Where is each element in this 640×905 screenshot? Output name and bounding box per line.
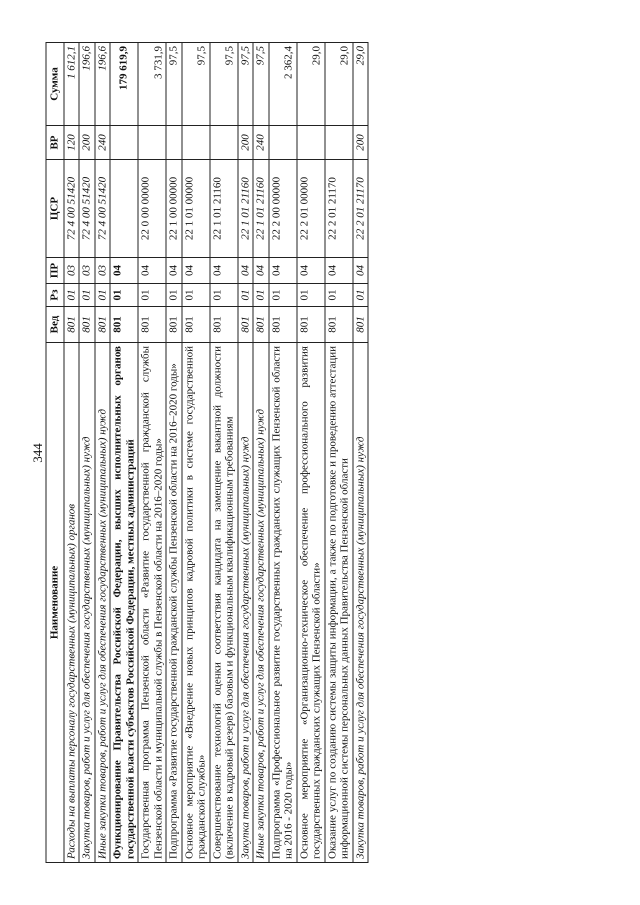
cell-vr: 120 <box>64 126 80 160</box>
cell-sum: 97,5 <box>210 43 238 126</box>
cell-csr: 22 2 01 21170 <box>353 160 369 258</box>
header-name: Наименование <box>46 343 64 863</box>
cell-pr: 04 <box>253 258 269 284</box>
cell-sum: 179 619,9 <box>110 43 138 126</box>
cell-rz: 01 <box>210 284 238 307</box>
cell-sum: 29,0 <box>325 43 353 126</box>
cell-ved: 801 <box>297 307 325 343</box>
cell-rz: 01 <box>95 284 111 307</box>
table-row <box>269 43 297 863</box>
cell-ved: 801 <box>95 307 111 343</box>
cell-csr: 22 1 01 21160 <box>238 160 254 258</box>
cell-name: Функционирование Правительства Российской Федерации, высших исполнительных органов государственной власти субъектов Российской Федерации, местных администраций <box>110 343 138 863</box>
table-row <box>210 43 238 863</box>
cell-name: Закупка товаров, работ и услуг для обеспечения государственных (муниципальных) нужд <box>79 343 95 863</box>
cell-sum: 97,5 <box>253 43 269 126</box>
table-row <box>238 43 254 863</box>
cell-ved: 801 <box>325 307 353 343</box>
cell-rz: 01 <box>297 284 325 307</box>
cell-pr: 04 <box>238 258 254 284</box>
table-row <box>79 43 95 863</box>
cell-ved: 801 <box>110 307 138 343</box>
cell-pr: 03 <box>95 258 111 284</box>
cell-pr: 04 <box>269 258 297 284</box>
cell-vr: 200 <box>238 126 254 160</box>
cell-ved: 801 <box>64 307 80 343</box>
cell-csr: 22 2 01 00000 <box>297 160 325 258</box>
cell-name: Закупка товаров, работ и услуг для обеспечения государственных (муниципальных) нужд <box>238 343 254 863</box>
table-row <box>138 43 166 863</box>
cell-pr: 04 <box>182 258 210 284</box>
cell-name: Оказание услуг по созданию системы защиты информации, а также по подготовке и проведению аттестации информационной системы персональных данных Правительства Пензенской области <box>325 343 353 863</box>
cell-csr: 72 4 00 51420 <box>64 160 80 258</box>
cell-name: Основное мероприятие «Организационно-техническое обеспечение профессионального развития государственных гражданских служащих Пензенской области» <box>297 343 325 863</box>
table-row <box>95 43 111 863</box>
cell-csr: 22 2 00 00000 <box>269 160 297 258</box>
cell-sum: 97,5 <box>182 43 210 126</box>
cell-sum: 29,0 <box>297 43 325 126</box>
cell-pr: 03 <box>64 258 80 284</box>
cell-name: Государственная программа Пензенской области «Развитие государственной гражданской службы Пензенской области и муниципальной службы в Пензенской области на 2016–2020 годы» <box>138 343 166 863</box>
cell-vr <box>325 126 353 160</box>
cell-pr: 04 <box>166 258 182 284</box>
cell-vr <box>269 126 297 160</box>
cell-vr <box>166 126 182 160</box>
cell-csr: 72 4 00 51420 <box>95 160 111 258</box>
cell-csr: 22 2 01 21170 <box>325 160 353 258</box>
cell-vr <box>297 126 325 160</box>
cell-sum: 3 731,9 <box>138 43 166 126</box>
cell-rz: 01 <box>253 284 269 307</box>
cell-sum: 196,6 <box>95 43 111 126</box>
cell-pr: 04 <box>297 258 325 284</box>
cell-name: Иные закупки товаров, работ и услуг для обеспечения государственных (муниципальных) нужд <box>253 343 269 863</box>
table-row <box>64 43 80 863</box>
cell-pr: 04 <box>353 258 369 284</box>
header-csr: ЦСР <box>46 160 64 258</box>
cell-ved: 801 <box>166 307 182 343</box>
cell-rz: 01 <box>79 284 95 307</box>
cell-name: Закупка товаров, работ и услуг для обеспечения государственных (муниципальных) нужд <box>353 343 369 863</box>
cell-name: Совершенствование технологий оценки соответствия кандидата на замещение вакантной должности (включение в кадровый резерв) базовым и функциональным квалификационным требованиям <box>210 343 238 863</box>
cell-rz: 01 <box>64 284 80 307</box>
header-rz: Рз <box>46 284 64 307</box>
cell-csr: 22 1 00 00000 <box>166 160 182 258</box>
cell-name: Расходы на выплаты персоналу государственных (муниципальных) органов <box>64 343 80 863</box>
cell-vr: 200 <box>353 126 369 160</box>
cell-vr <box>138 126 166 160</box>
cell-name: Иные закупки товаров, работ и услуг для обеспечения государственных (муниципальных) нужд <box>95 343 111 863</box>
cell-ved: 801 <box>353 307 369 343</box>
cell-rz: 01 <box>238 284 254 307</box>
cell-vr <box>182 126 210 160</box>
cell-pr: 04 <box>325 258 353 284</box>
cell-ved: 801 <box>269 307 297 343</box>
cell-sum: 196,6 <box>79 43 95 126</box>
table-header-row <box>46 43 64 863</box>
page-number: 344 <box>30 443 45 463</box>
cell-vr: 200 <box>79 126 95 160</box>
cell-csr: 22 0 00 00000 <box>138 160 166 258</box>
cell-pr: 04 <box>138 258 166 284</box>
cell-sum: 97,5 <box>166 43 182 126</box>
cell-pr: 04 <box>110 258 138 284</box>
cell-vr <box>210 126 238 160</box>
cell-csr: 22 1 01 00000 <box>182 160 210 258</box>
cell-csr <box>110 160 138 258</box>
cell-ved: 801 <box>210 307 238 343</box>
cell-ved: 801 <box>253 307 269 343</box>
header-vr: ВР <box>46 126 64 160</box>
cell-ved: 801 <box>79 307 95 343</box>
cell-sum: 2 362,4 <box>269 43 297 126</box>
cell-csr: 22 1 01 21160 <box>253 160 269 258</box>
cell-sum: 97,5 <box>238 43 254 126</box>
cell-name: Подпрограмма «Развитие государственной гражданской службы Пензенской области на 2016–2020 годы» <box>166 343 182 863</box>
cell-vr: 240 <box>95 126 111 160</box>
table-row <box>297 43 325 863</box>
cell-ved: 801 <box>138 307 166 343</box>
cell-csr: 72 4 00 51420 <box>79 160 95 258</box>
header-sum: Сумма <box>46 43 64 126</box>
rotated-content <box>46 43 595 863</box>
table-row <box>110 43 138 863</box>
cell-sum: 29,0 <box>353 43 369 126</box>
header-ved: Вед <box>46 307 64 343</box>
table-row <box>353 43 369 863</box>
cell-csr: 22 1 01 21160 <box>210 160 238 258</box>
cell-rz: 01 <box>166 284 182 307</box>
table-row <box>182 43 210 863</box>
cell-vr: 240 <box>253 126 269 160</box>
table-row <box>166 43 182 863</box>
cell-name: Основное мероприятие «Внедрение новых принципов кадровой политики в системе государственной гражданской службы» <box>182 343 210 863</box>
table-row <box>325 43 353 863</box>
cell-name: Подпрограмма «Профессиональное развитие государственных гражданских служащих Пензенской области на 2016 - 2020 годы» <box>269 343 297 863</box>
table-body <box>64 43 369 863</box>
cell-rz: 01 <box>182 284 210 307</box>
header-pr: ПР <box>46 258 64 284</box>
table-row <box>253 43 269 863</box>
budget-table <box>46 42 369 863</box>
cell-ved: 801 <box>238 307 254 343</box>
cell-pr: 03 <box>79 258 95 284</box>
cell-rz: 01 <box>269 284 297 307</box>
cell-rz: 01 <box>110 284 138 307</box>
cell-vr <box>110 126 138 160</box>
cell-rz: 01 <box>138 284 166 307</box>
cell-sum: 1 612,1 <box>64 43 80 126</box>
cell-rz: 01 <box>325 284 353 307</box>
cell-rz: 01 <box>353 284 369 307</box>
cell-ved: 801 <box>182 307 210 343</box>
cell-pr: 04 <box>210 258 238 284</box>
